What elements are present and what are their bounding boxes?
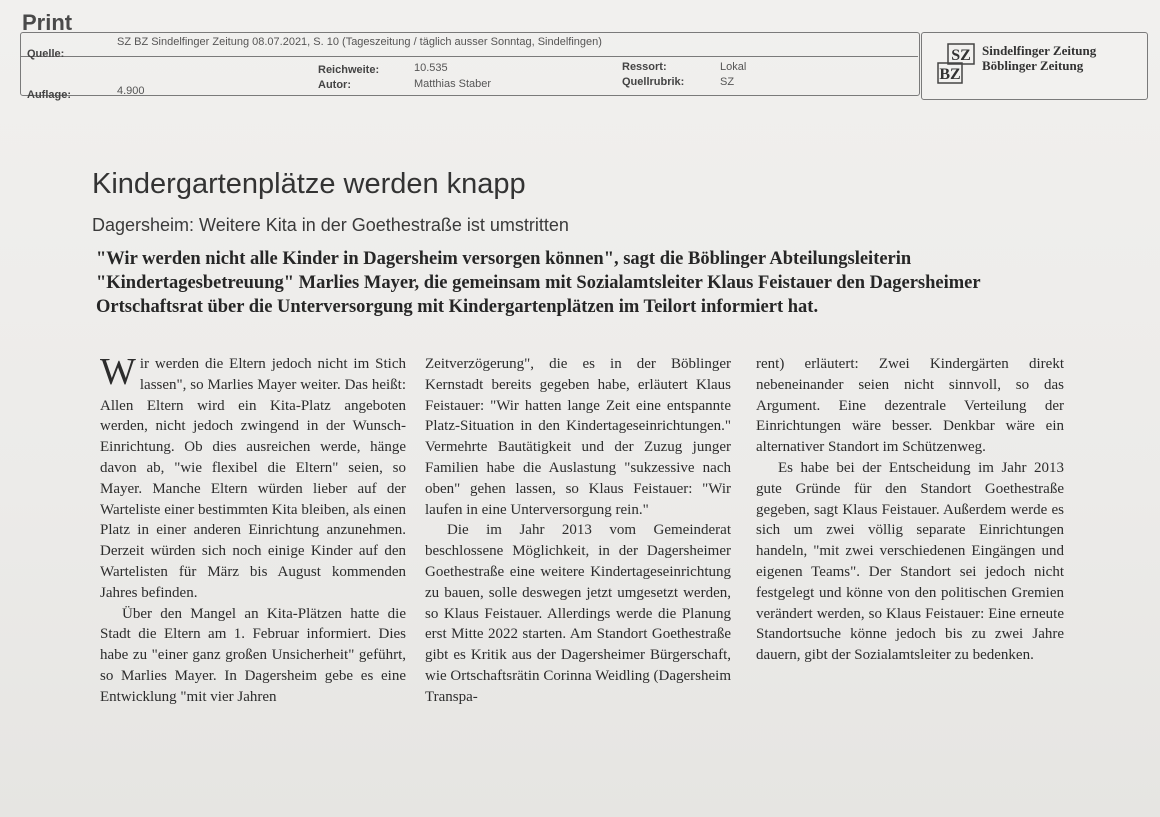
article-column-2 [425, 354, 731, 708]
autor-value: Matthias Staber [414, 78, 492, 90]
auflage-label: Auflage: [27, 89, 71, 101]
paragraph: Über den Mangel an Kita-Plätzen hatte die Stadt die Eltern am 1. Februar informiert. Dies habe zu "einer ganz großen Unsicherheit" geführt, so Marlies Mayer. In Dagersheim gebe es eine Entwicklung "mit vier Jahren [100, 605, 406, 705]
metadata-divider [20, 56, 918, 57]
reichweite-label: Reichweite: [318, 64, 380, 76]
paragraph: rent) erläutert: Zwei Kindergärten direkt nebeneinander seien nicht sinnvoll, so das Argument. Eine dezentrale Verteilung der Einrichtungen wäre besser. Denkbar wäre ein alternativer Standort im Schützenweg. [756, 356, 1064, 456]
article-lead: "Wir werden nicht alle Kinder in Dagersheim versorgen können", sagt die Böblinger Abteilungsleiterin "Kindertagesbetreuung" Marlies Mayer, die gemeinsam mit Sozialamtsleiter Klaus Feistauer den Dagersheimer Ortschaftsrat über die Unterversorgung mit Kindergartenplätzen im Teilort informiert hat. [96, 249, 981, 317]
quellrubrik-label: Quellrubrik: [622, 76, 685, 88]
paragraph-text: ir werden die Eltern jedoch nicht im Stich lassen", so Marlies Mayer weiter. Das heißt: Allen Eltern wird ein Kita-Platz angeboten werden, nicht jedoch zwingend in der Wunsch-Einrichtung. Ob dies ausreichen werde, hänge davon ab, "wie flexibel die Eltern" seien, so Mayer. Manche Eltern würden lieber auf der Warteliste einer bestimmten Kita bleiben, als einen Platz in einer anderen Einrichtung anzunehmen. Derzeit würden sich noch einige Kinder auf den Wartelisten für März bis August kommenden Jahres befinden. [100, 356, 406, 601]
svg-text:SZ: SZ [951, 47, 971, 64]
svg-text:BZ: BZ [939, 66, 961, 83]
quelle-value: SZ BZ Sindelfinger Zeitung 08.07.2021, S. 10 (Tageszeitung / täglich ausser Sonntag, Sindelfingen) [117, 36, 602, 48]
newspaper-logo [921, 32, 1148, 100]
logo-text [982, 43, 1096, 73]
sz-bz-logo-icon [936, 43, 976, 85]
quelle-label: Quelle: [27, 48, 65, 60]
ressort-value: Lokal [720, 61, 747, 73]
article-column-3 [756, 354, 1064, 666]
quellrubrik-value: SZ [720, 76, 735, 88]
autor-label: Autor: [318, 79, 351, 91]
print-label: Print [22, 10, 73, 35]
dropcap: W [100, 351, 136, 393]
auflage-value: 4.900 [117, 85, 145, 97]
article-column-1 [100, 351, 406, 708]
paragraph: Die im Jahr 2013 vom Gemeinderat beschlossene Möglichkeit, in der Dagersheimer Goethestraße eine weitere Kindertageseinrichtung zu bauen, solle deswegen jetzt umgesetzt werden, so Klaus Feistauer. Allerdings werde die Planung erst Mitte 2022 starten. Am Standort Goethestraße gibt es Kritik aus der Dagersheimer Bürgerschaft, wie Ortschaftsrätin Corinna Weidling (Dagersheim Transpa- [425, 522, 731, 705]
logo-line-1: Sindelfinger Zeitung [982, 43, 1097, 58]
logo-line-2: Böblinger Zeitung [982, 58, 1084, 73]
reichweite-value: 10.535 [414, 62, 448, 74]
paragraph: Zeitverzögerung", die es in der Böblinger Kernstadt bereits gegeben habe, erläutert Klaus Feistauer: "Wir hatten lange Zeit eine entspannte Platz-Situation in den Kindertageseinrichtungen." Vermehrte Bautätigkeit und der Zuzug junger Familien habe die Auslastung "sukzessive nach oben" gehen lassen, so Klaus Feistauer: "Wir laufen in eine Unterversorgung rein." [425, 356, 731, 518]
paragraph [100, 351, 406, 604]
article-subheadline: Dagersheim: Weitere Kita in der Goethestraße ist umstritten [92, 215, 569, 235]
ressort-label: Ressort: [622, 61, 667, 73]
paragraph: Es habe bei der Entscheidung im Jahr 2013 gute Gründe für den Standort Goethestraße gegeben, sagt Klaus Feistauer. Außerdem werde es sich um zwei völlig separate Einrichtungen handeln, "mit zwei verschiedenen Eingängen und eigenen Teams". Der Standort sei jedoch nicht festgelegt und könne von den politischen Gremien verändert werden, so Klaus Feistauer: Eine erneute Standortsuche könne jedoch bis zu zwei Jahre dauern, gibt der Sozialamtsleiter zu bedenken. [756, 459, 1064, 664]
article-headline: Kindergartenplätze werden knapp [92, 168, 526, 200]
